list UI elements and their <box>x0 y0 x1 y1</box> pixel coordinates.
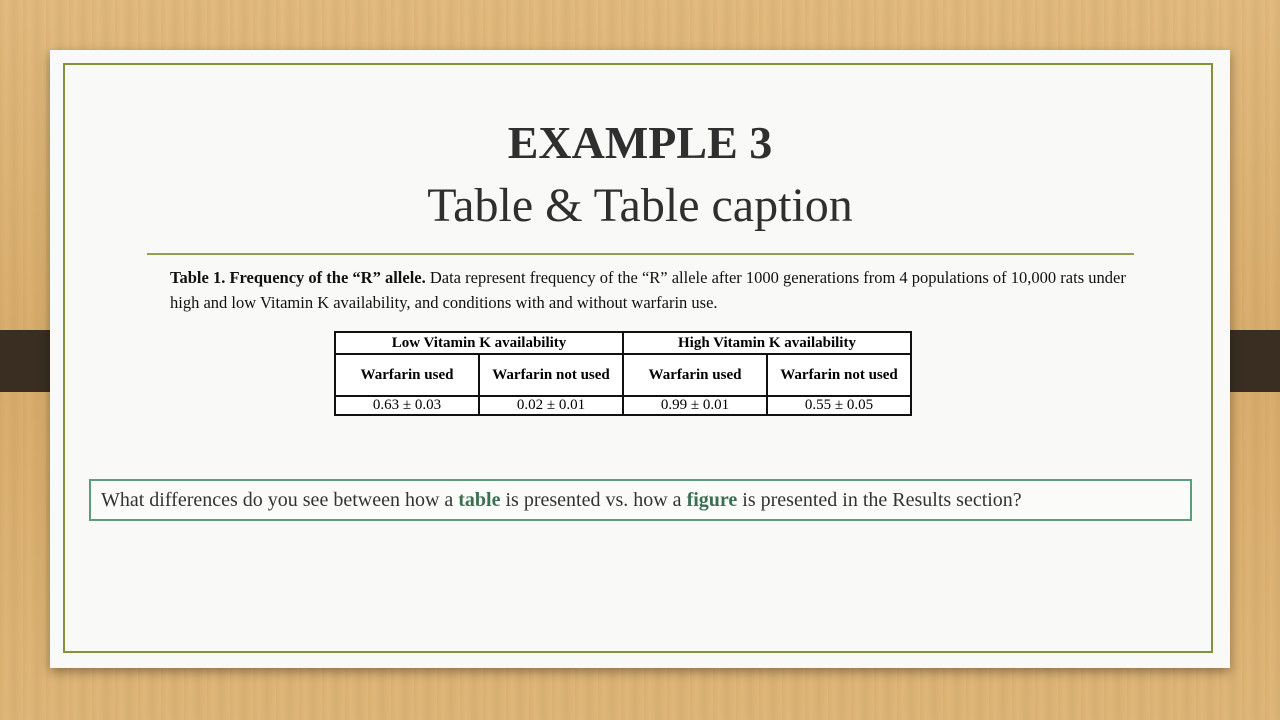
table-group-row <box>335 332 911 354</box>
question-box <box>89 479 1192 521</box>
table-cell: 0.55 ± 0.05 <box>767 396 911 415</box>
title-divider <box>147 253 1134 255</box>
table-condition-header: Warfarin used <box>335 354 479 396</box>
question-text: is presented in the Results section? <box>737 489 1022 511</box>
table-condition-header: Warfarin not used <box>767 354 911 396</box>
slide-title: EXAMPLE 3 <box>507 117 773 168</box>
table-cell: 0.99 ± 0.01 <box>623 396 767 415</box>
slide-paper <box>50 50 1230 668</box>
allele-frequency-table <box>334 331 912 416</box>
table-group-header: High Vitamin K availability <box>623 332 911 354</box>
table-caption-body: Data represent frequency of the “R” allele after 1000 generations from 4 populations of 10,000 rats under high and low Vitamin K availability, and conditions with and without warfarin use. <box>170 268 1126 312</box>
table-group-header: Low Vitamin K availability <box>335 332 623 354</box>
table-caption-lead: Table 1. Frequency of the “R” allele. <box>170 268 426 287</box>
table-row <box>335 396 911 415</box>
question-keyword-table: table <box>458 489 501 511</box>
question-text: is presented vs. how a <box>500 489 687 511</box>
table-cell: 0.63 ± 0.03 <box>335 396 479 415</box>
table-condition-header: Warfarin used <box>623 354 767 396</box>
table-cell: 0.02 ± 0.01 <box>479 396 623 415</box>
slide-subtitle: Table & Table caption <box>427 179 853 232</box>
question-keyword-figure: figure <box>686 489 738 511</box>
table-condition-row <box>335 354 911 396</box>
question-text: What differences do you see between how a <box>101 489 459 511</box>
table-caption <box>170 265 1130 315</box>
table-condition-header: Warfarin not used <box>479 354 623 396</box>
